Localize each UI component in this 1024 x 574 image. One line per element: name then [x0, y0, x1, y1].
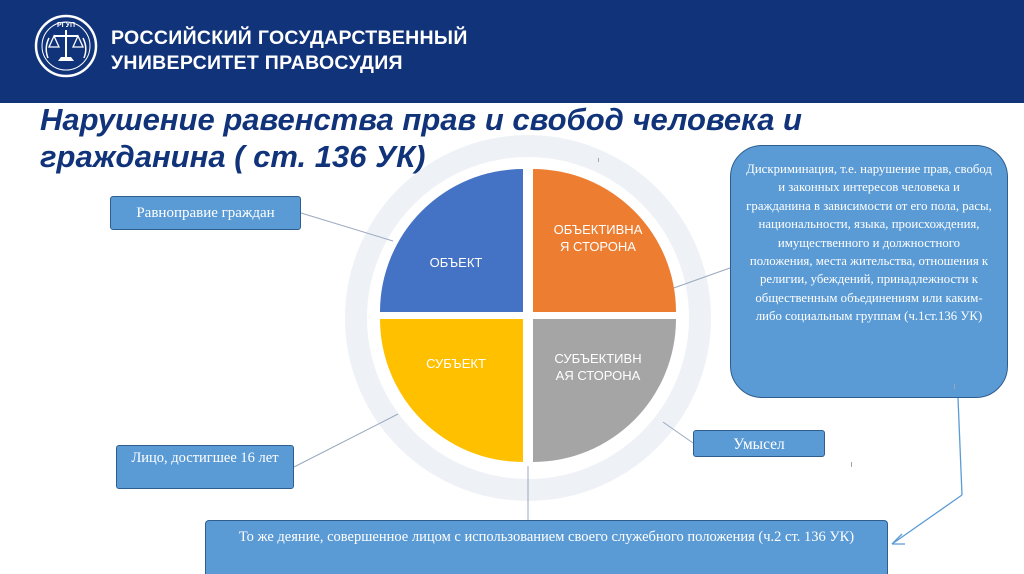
callout-intent: Умысел: [693, 430, 825, 457]
connector-age: [294, 414, 398, 467]
quadrant-object-label: ОБЪЕКТ: [429, 255, 483, 270]
callout-official-position: То же деяние, совершенное лицом с использованием своего служебного положения (ч.2 ст. 136 УК): [205, 520, 888, 574]
arrow-line-diag: [892, 495, 962, 544]
slide-title-line2: гражданина ( ст. 136 УК): [40, 139, 426, 174]
quadrant-objective-side-label: ОБЪЕКТИВНА Я СТОРОНА: [553, 222, 643, 254]
decor-tick: [954, 384, 955, 389]
decor-tick: [598, 158, 599, 162]
callout-age: Лицо, достигшее 16 лет: [116, 445, 294, 489]
arrow-line-down: [958, 398, 962, 495]
slide-title-line1: Нарушение равенства прав и свобод человека и: [40, 102, 802, 137]
university-name-line2: УНИВЕРСИТЕТ ПРАВОСУДИЯ: [111, 52, 403, 74]
decor-tick: [851, 462, 852, 467]
quadrant-subjective-side-label: СУБЪЕКТИВН АЯ СТОРОНА: [554, 351, 642, 383]
university-name-line1: РОССИЙСКИЙ ГОСУДАРСТВЕННЫЙ: [111, 27, 468, 49]
logo-text: РГУП: [56, 22, 76, 29]
background-watermark: [356, 146, 700, 490]
callout-equality: Равноправие граждан: [110, 196, 301, 230]
callout-discrimination: Дискриминация, т.е. нарушение прав, свобод и законных интересов человека и гражданина в зависимости от его пола, расы, национальности, языка, происхождения, имущественного и должностного положения, места жительства, отношения к религии, убеждений, принадлежности к общественным объединениям или каким-либо социальным группам (ч.1ст.136 УК): [730, 145, 1008, 398]
quadrant-subject-label: СУБЪЕКТ: [426, 356, 486, 371]
